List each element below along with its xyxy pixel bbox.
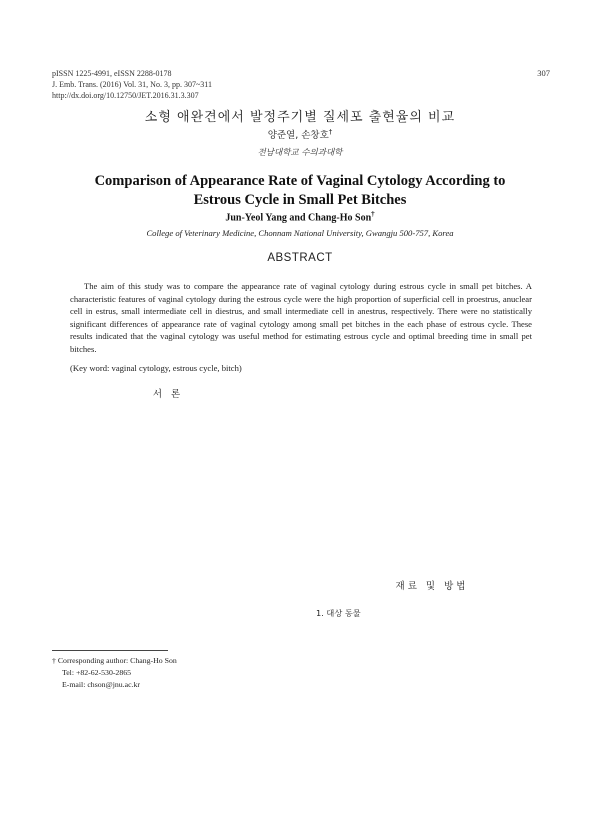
abstract-text: The aim of this study was to compare the appearance rate of vaginal cytology during estrous cycle in small pet bitches. A characteristic features of vaginal cytology during the estrous cycle were the high proportion of superficial cell in proestrus, anuclear cell in estrus, small intermediate cell in diestrus, and small intermediate cell in anestrus, respectively. There were no statistically significant differences of appearance rate of vaginal cytology among small pet bitches in the each phase of estrous cycle. These results indicated that the vaginal cytology was useful method for estimating estrous cycle and optimal breeding time in small pet bitches. <box>70 281 532 354</box>
left-column <box>52 388 284 402</box>
intro-heading: 서 론 <box>152 389 184 400</box>
doi-link[interactable]: http://dx.doi.org/10.12750/JET.2016.31.3.307 <box>52 91 199 100</box>
page-number: 307 <box>537 68 550 78</box>
abstract-body <box>70 280 532 355</box>
abstract-heading: ABSTRACT <box>267 252 333 264</box>
english-author-names: Jun-Yeol Yang and Chang-Ho Son <box>225 212 372 224</box>
korean-authors <box>0 127 600 141</box>
footnote-email[interactable]: E-mail: chson@jnu.ac.kr <box>62 680 140 689</box>
footnote-rule <box>52 650 168 651</box>
keywords: (Key word: vaginal cytology, estrous cycle, bitch) <box>70 363 242 373</box>
dagger-mark: † <box>328 127 333 136</box>
footnote-author: † Corresponding author: Chang-Ho Son <box>52 656 177 665</box>
citation-line: J. Emb. Trans. (2016) Vol. 31, No. 3, pp. 307~311 <box>52 80 212 89</box>
english-affiliation: College of Veterinary Medicine, Chonnam National University, Gwangju 500-757, Korea <box>146 228 454 238</box>
korean-author-names: 양준열, 손창호 <box>267 130 329 141</box>
korean-affiliation: 전남대학교 수의과대학 <box>257 148 343 158</box>
footnote-tel: Tel: +82-62-530-2865 <box>62 668 132 677</box>
korean-title: 소형 애완견에서 발정주기별 질세포 출현율의 비교 <box>144 110 456 125</box>
dagger-mark-en: † <box>371 210 375 218</box>
issn-line: pISSN 1225-4991, eISSN 2288-0178 <box>52 69 172 78</box>
right-column-methods <box>316 580 548 620</box>
journal-header <box>52 68 212 101</box>
methods-heading: 재료 및 방법 <box>395 581 469 592</box>
methods-subheading: 1. 대상 동물 <box>316 608 361 618</box>
footnote <box>52 655 177 691</box>
english-title: Comparison of Appearance Rate of Vaginal Cytology According to Estrous Cycle in Small Pet Bitches <box>94 173 506 208</box>
english-authors <box>0 210 600 223</box>
